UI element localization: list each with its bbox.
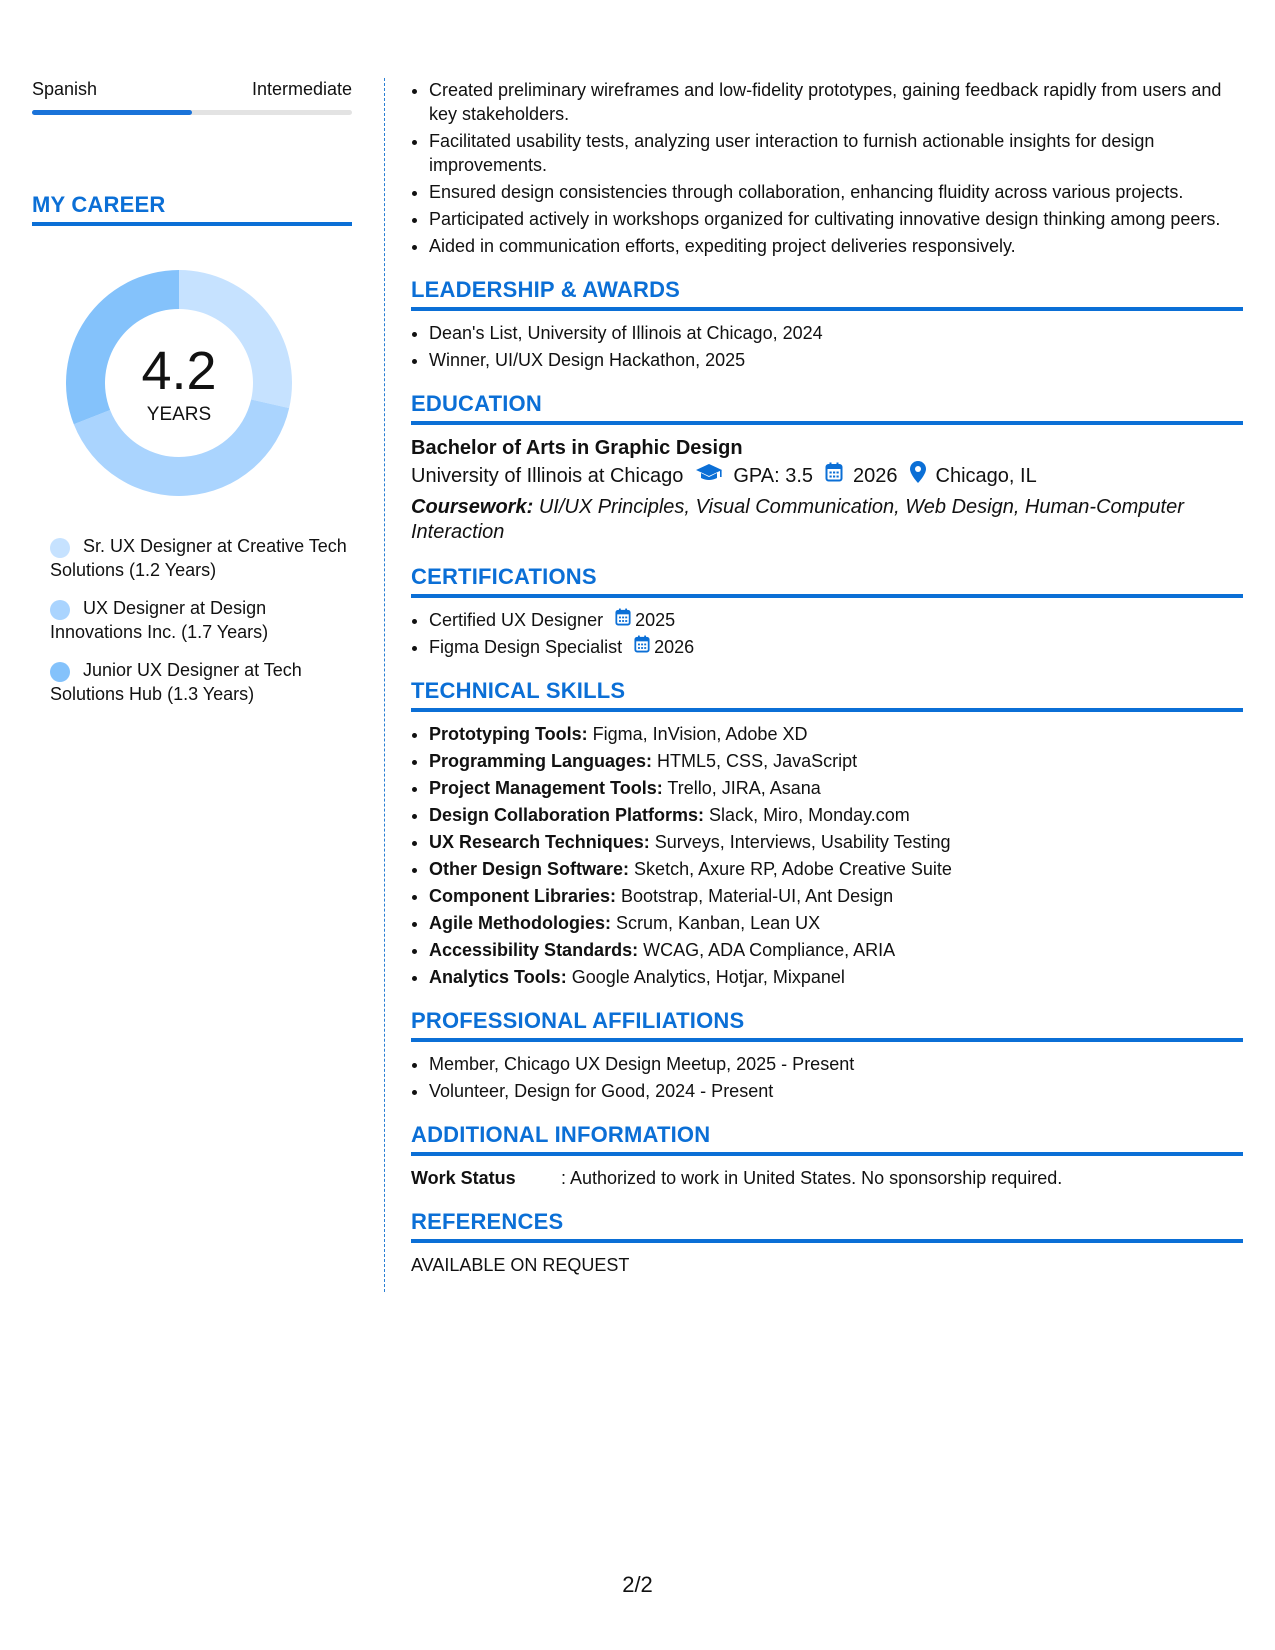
language-name: Spanish	[32, 79, 98, 99]
language-bar-fill	[32, 110, 192, 115]
list-item	[429, 608, 1243, 632]
list-item: • Winner, UI/UX Design Hackathon, 2025	[429, 348, 1243, 372]
certification-year: 2026	[654, 637, 695, 657]
education-details	[411, 461, 1243, 491]
list-item: • Created preliminary wireframes and low-fidelity prototypes, gaining feedback rapidly from users and key stakeholders.	[429, 78, 1243, 126]
graduation-cap-icon	[695, 462, 723, 490]
school-name: University of Illinois at Chicago	[411, 465, 684, 487]
skill-value: Trello, JIRA, Asana	[667, 778, 821, 798]
column-divider	[384, 78, 385, 1292]
skill-label: Other Design Software:	[429, 859, 630, 879]
skill-value: Sketch, Axure RP, Adobe Creative Suite	[634, 859, 952, 879]
calendar-icon	[825, 462, 843, 490]
work-status-value: : Authorized to work in United States. No sponsorship required.	[561, 1168, 1063, 1188]
education-heading: EDUCATION	[411, 390, 1243, 425]
legend-label: Sr. UX Designer at Creative Tech Solutions (1.2 Years)	[50, 536, 347, 580]
language-bar	[32, 110, 352, 115]
legend-item	[50, 658, 352, 706]
list-item: • Ensured design consistencies through collaboration, enhancing fluidity across various projects.	[429, 180, 1243, 204]
experience-list	[411, 78, 1243, 258]
list-item	[429, 884, 1243, 908]
list-item: • Member, Chicago UX Design Meetup, 2025 - Present	[429, 1052, 1243, 1076]
legend-item	[50, 596, 352, 644]
career-legend	[32, 534, 352, 706]
list-item: • Facilitated usability tests, analyzing user interaction to furnish actionable insights for design improvements.	[429, 129, 1243, 177]
legend-label: Junior UX Designer at Tech Solutions Hub (1.3 Years)	[50, 660, 302, 704]
list-item	[429, 830, 1243, 854]
school-location: Chicago, IL	[935, 465, 1037, 487]
donut-total-value: 4.2	[141, 341, 217, 401]
skill-value: Figma, InVision, Adobe XD	[592, 724, 808, 744]
list-item: • Volunteer, Design for Good, 2024 - Present	[429, 1079, 1243, 1103]
list-item: • Dean's List, University of Illinois at Chicago, 2024	[429, 321, 1243, 345]
skill-value: Bootstrap, Material-UI, Ant Design	[621, 886, 894, 906]
location-pin-icon	[910, 461, 926, 491]
degree: Bachelor of Arts in Graphic Design	[411, 437, 743, 459]
skill-label: UX Research Techniques:	[429, 832, 650, 852]
skill-label: Agile Methodologies:	[429, 913, 611, 933]
list-item	[429, 776, 1243, 800]
legend-label: UX Designer at Design Innovations Inc. (1.7 Years)	[50, 598, 269, 642]
legend-item	[50, 534, 352, 582]
skill-label: Component Libraries:	[429, 886, 617, 906]
certification-name: • Certified UX Designer	[429, 610, 604, 630]
work-status-row	[411, 1166, 1243, 1190]
legend-dot	[50, 600, 70, 620]
leadership-list	[411, 321, 1243, 372]
career-heading: MY CAREER	[32, 191, 352, 226]
coursework-list: UI/UX Principles, Visual Communication, Web Design, Human-Computer Interaction	[411, 496, 1184, 543]
skills-list	[411, 722, 1243, 989]
skill-value: Surveys, Interviews, Usability Testing	[654, 832, 951, 852]
skill-label: Analytics Tools:	[429, 967, 567, 987]
legend-dot	[50, 662, 70, 682]
gpa: GPA: 3.5	[733, 465, 814, 487]
right-column	[411, 78, 1243, 1276]
skill-value: Scrum, Kanban, Lean UX	[616, 913, 821, 933]
affiliations-list	[411, 1052, 1243, 1103]
skill-label: Prototyping Tools:	[429, 724, 588, 744]
coursework-label: Coursework:	[411, 496, 534, 518]
coursework	[411, 495, 1243, 545]
donut-total-unit: YEARS	[146, 404, 212, 425]
leadership-heading: LEADERSHIP & AWARDS	[411, 276, 1243, 311]
skill-value: Google Analytics, Hotjar, Mixpanel	[571, 967, 845, 987]
list-item	[429, 938, 1243, 962]
skill-label: Design Collaboration Platforms:	[429, 805, 705, 825]
calendar-icon	[634, 635, 650, 659]
certification-year: 2025	[635, 610, 676, 630]
calendar-icon	[615, 608, 631, 632]
list-item	[429, 857, 1243, 881]
language-row	[32, 78, 352, 100]
certifications-heading: CERTIFICATIONS	[411, 563, 1243, 598]
list-item	[429, 722, 1243, 746]
skill-label: Accessibility Standards:	[429, 940, 639, 960]
certification-name: • Figma Design Specialist	[429, 637, 623, 657]
skill-value: Slack, Miro, Monday.com	[709, 805, 910, 825]
list-item	[429, 749, 1243, 773]
references-text: AVAILABLE ON REQUEST	[411, 1255, 630, 1275]
left-column	[32, 78, 352, 720]
references-heading: REFERENCES	[411, 1208, 1243, 1243]
affiliations-heading: PROFESSIONAL AFFILIATIONS	[411, 1007, 1243, 1042]
language-level: Intermediate	[251, 79, 352, 99]
skill-label: Project Management Tools:	[429, 778, 663, 798]
legend-dot	[50, 538, 70, 558]
skill-label: Programming Languages:	[429, 751, 653, 771]
page-number: 2/2	[622, 1572, 653, 1597]
list-item	[429, 911, 1243, 935]
list-item	[429, 965, 1243, 989]
certifications-list	[411, 608, 1243, 659]
skill-value: WCAG, ADA Compliance, ARIA	[643, 940, 896, 960]
skills-heading: TECHNICAL SKILLS	[411, 677, 1243, 712]
list-item	[429, 635, 1243, 659]
career-donut	[66, 270, 292, 496]
list-item: • Participated actively in workshops organized for cultivating innovative design thinking among peers.	[429, 207, 1243, 231]
list-item	[429, 803, 1243, 827]
additional-heading: ADDITIONAL INFORMATION	[411, 1121, 1243, 1156]
list-item: • Aided in communication efforts, expediting project deliveries responsively.	[429, 234, 1243, 258]
skill-value: HTML5, CSS, JavaScript	[657, 751, 858, 771]
graduation-year: 2026	[853, 465, 898, 487]
work-status-label: Work Status	[411, 1168, 516, 1188]
